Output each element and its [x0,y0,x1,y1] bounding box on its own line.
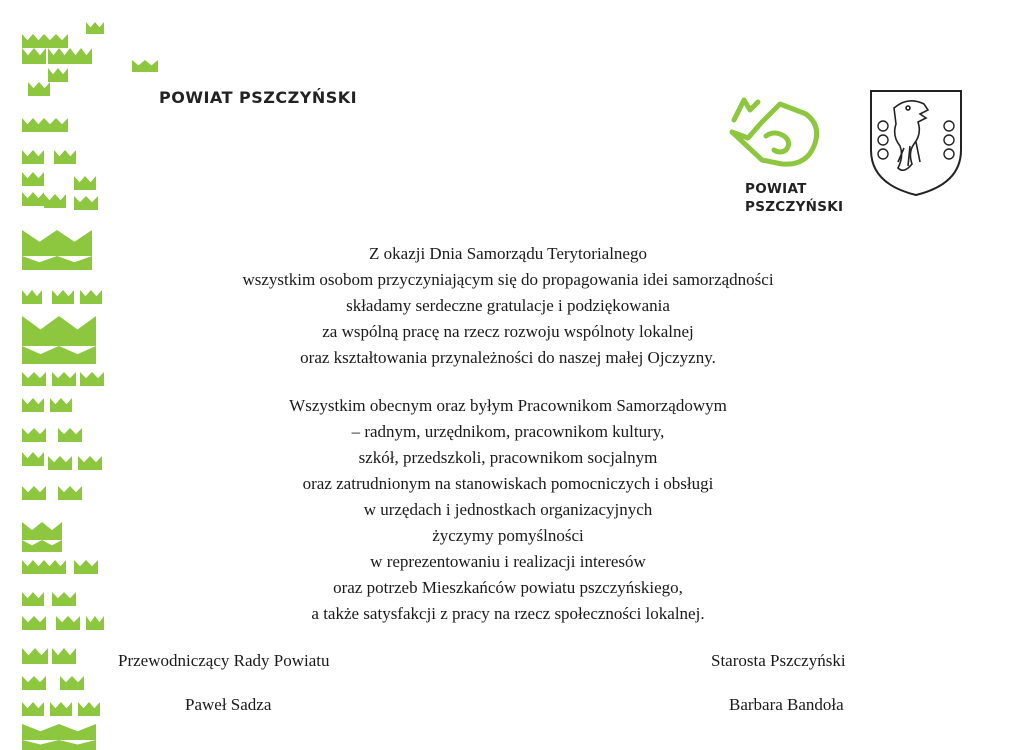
crown-shape [22,560,44,574]
logo-line-2: PSZCZYŃSKI [745,199,844,215]
crown-shape [48,48,70,64]
greeting-paragraph [118,241,898,371]
crown-shape [22,230,92,256]
crown-shape [22,172,44,186]
crown-shape [58,428,82,442]
header-title: POWIAT PSZCZYŃSKI [159,88,358,107]
crown-shape [22,724,96,740]
crown-shape [22,256,92,270]
wishes-line: życzymy pomyślności [432,526,584,545]
signature-left-name: Paweł Sadza [185,695,272,714]
crown-shape [28,82,50,96]
crown-shape [60,676,84,690]
crown-shape [58,486,82,500]
coat-of-arms-icon [868,88,964,198]
greeting-line: Z okazji Dnia Samorządu Terytorialnego [369,244,647,263]
logo-line-1: POWIAT [745,181,807,197]
crown-shape [78,702,100,716]
crown-shape [22,316,96,346]
crown-shape [52,648,76,664]
signature-right-title: Starosta Pszczyński [711,651,846,670]
crown-shape [22,522,62,540]
crown-shape [22,48,46,64]
signature-left-title: Przewodniczący Rady Powiatu [118,651,330,670]
crown-shape [44,34,68,48]
powiat-logo-icon [722,96,826,176]
crown-shape [22,290,42,304]
crown-shape [22,540,62,552]
wishes-paragraph [118,393,898,627]
crown-shape [22,486,46,500]
crown-shape [22,150,44,164]
crown-shape [78,456,102,470]
crown-shape [22,452,44,466]
crown-pattern-decoration [0,0,170,750]
crown-shape [132,60,158,72]
crown-shape [22,192,44,206]
crown-shape [44,560,66,574]
crown-shape [22,702,44,716]
crown-shape [50,702,72,716]
logo-text [745,180,843,216]
crown-shape [74,176,96,190]
crown-shape [22,648,48,664]
crown-shape [56,616,80,630]
crown-shape [54,150,76,164]
wishes-line: oraz potrzeb Mieszkańców powiatu pszczyńskiego, [333,578,683,597]
crown-shape [52,290,74,304]
crown-shape [44,118,68,132]
wishes-line: a także satysfakcji z pracy na rzecz społeczności lokalnej. [311,604,705,623]
wishes-line: – radnym, urzędnikom, pracownikom kultury, [351,422,665,441]
wishes-line: w urzędach i jednostkach organizacyjnych [363,500,653,519]
crown-shape [50,398,72,412]
greeting-line: wszystkim osobom przyczyniającym się do propagowania idei samorządności [242,270,774,289]
crown-shape [44,194,66,208]
crown-shape [70,48,92,64]
crown-shape [74,560,98,574]
crown-shape [86,22,104,34]
crown-shape [86,616,104,630]
crown-shape [22,118,44,132]
wishes-line: szkół, przedszkoli, pracownikom socjalnym [358,448,658,467]
signature-right-name: Barbara Bandoła [729,695,844,714]
greeting-line: składamy serdeczne gratulacje i podziękowania [346,296,670,315]
crown-shape [22,740,96,750]
crown-shape [52,592,76,606]
crown-shape [22,428,46,442]
wishes-line: oraz zatrudnionym na stanowiskach pomocniczych i obsługi [302,474,714,493]
crown-shape [80,290,102,304]
greeting-line: za wspólną pracę na rzecz rozwoju wspólnoty lokalnej [322,322,694,341]
crown-shape [22,346,96,364]
crown-shape [74,196,98,210]
crown-shape [22,592,44,606]
crown-shape [22,676,46,690]
crown-shape [22,616,46,630]
crown-shape [80,372,104,386]
crown-shape [22,398,44,412]
crown-shape [22,372,46,386]
wishes-line: w reprezentowaniu i realizacji interesów [370,552,646,571]
wishes-line: Wszystkim obecnym oraz byłym Pracownikom Samorządowym [289,396,727,415]
crown-shape [48,456,72,470]
greeting-line: oraz kształtowania przynależności do naszej małej Ojczyzny. [300,348,716,367]
crown-shape [48,68,68,82]
crown-shape [52,372,76,386]
crown-shape [22,34,44,48]
